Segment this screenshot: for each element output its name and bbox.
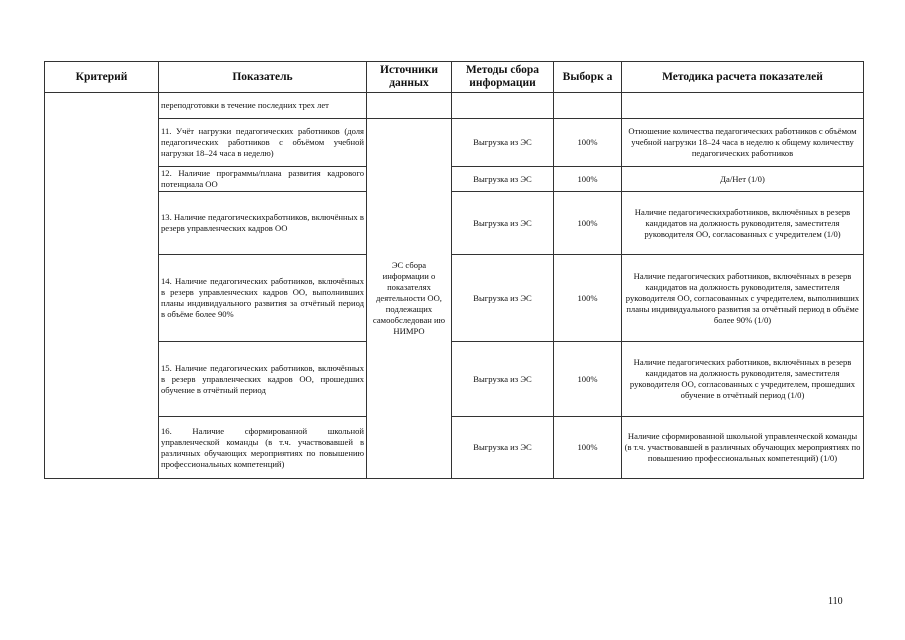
table-row	[45, 342, 864, 417]
indicator-cell: 16. Наличие сформированной школьной управленческой команды (в т.ч. участвовавшей в различных обучающих мероприятиях по повышению профессиональных компетенций)	[159, 417, 367, 479]
method-cell: Выгрузка из ЭС	[452, 192, 554, 255]
source-cell-empty	[367, 93, 452, 119]
calculation-cell: Наличие сформированной школьной управленческой команды (в т.ч. участвовавшей в различных обучающих мероприятиях по повышению профессиональных компетенций) (1/0)	[622, 417, 864, 479]
sample-cell: 100%	[554, 167, 622, 192]
indicators-table	[44, 61, 864, 479]
sample-cell: 100%	[554, 192, 622, 255]
header-collection-method: Методы сбора информации	[452, 62, 554, 93]
sample-cell: 100%	[554, 119, 622, 167]
indicator-cell: переподготовки в течение последних трех лет	[159, 93, 367, 119]
method-cell	[452, 93, 554, 119]
table-row	[45, 119, 864, 167]
calculation-cell: Наличие педагогических работников, включённых в резерв кандидатов на должность руководителя, заместителя руководителя ОО, согласованных с учредителем, выполнивших планы индивидуального развития за отчётный период в объёме более 90% (1/0)	[622, 255, 864, 342]
indicator-cell: 12. Наличие программы/плана развития кадрового потенциала ОО	[159, 167, 367, 192]
indicator-cell: 11. Учёт нагрузки педагогических работников (доля педагогических работников с объёмом учебной нагрузки 18–24 часа в неделю)	[159, 119, 367, 167]
indicator-cell: 15. Наличие педагогических работников, включённых в резерв управленческих кадров ОО, прошедших обучение в отчётный период	[159, 342, 367, 417]
table-row	[45, 167, 864, 192]
indicator-cell: 13. Наличие педагогическихработников, включённых в резерв управленческих кадров ОО	[159, 192, 367, 255]
method-cell: Выгрузка из ЭС	[452, 119, 554, 167]
criterion-cell	[45, 93, 159, 479]
sample-cell	[554, 93, 622, 119]
calculation-cell: Отношение количества педагогических работников с объёмом учебной нагрузки 18–24 часа в неделю к общему количеству педагогических работников	[622, 119, 864, 167]
method-cell: Выгрузка из ЭС	[452, 417, 554, 479]
header-sample: Выборк а	[554, 62, 622, 93]
page-number: 110	[828, 596, 843, 607]
sample-cell: 100%	[554, 255, 622, 342]
header-criterion: Критерий	[45, 62, 159, 93]
calculation-cell: Наличие педагогических работников, включённых в резерв кандидатов на должность руководителя, заместителя руководителя ОО, согласованных с учредителем, прошедших обучение в отчётный период (1/0)	[622, 342, 864, 417]
header-indicator: Показатель	[159, 62, 367, 93]
header-calculation-method: Методика расчета показателей	[622, 62, 864, 93]
sample-cell: 100%	[554, 417, 622, 479]
calculation-cell: Наличие педагогическихработников, включённых в резерв кандидатов на должность руководителя, заместителя руководителя ОО, согласованных с учредителем (1/0)	[622, 192, 864, 255]
table-row	[45, 255, 864, 342]
table-row	[45, 417, 864, 479]
method-cell: Выгрузка из ЭС	[452, 255, 554, 342]
calculation-cell: Да/Нет (1/0)	[622, 167, 864, 192]
source-cell: ЭС сбора информации о показателях деятельности ОО, подлежащих самообследован ию НИМРО	[367, 119, 452, 479]
header-data-source: Источники данных	[367, 62, 452, 93]
indicator-cell: 14. Наличие педагогических работников, включённых в резерв управленческих кадров ОО, выполнивших планы индивидуального развития за отчётный период в объёме более 90%	[159, 255, 367, 342]
calculation-cell	[622, 93, 864, 119]
sample-cell: 100%	[554, 342, 622, 417]
table-row	[45, 192, 864, 255]
table-header-row	[45, 62, 864, 93]
method-cell: Выгрузка из ЭС	[452, 167, 554, 192]
method-cell: Выгрузка из ЭС	[452, 342, 554, 417]
table-row	[45, 93, 864, 119]
